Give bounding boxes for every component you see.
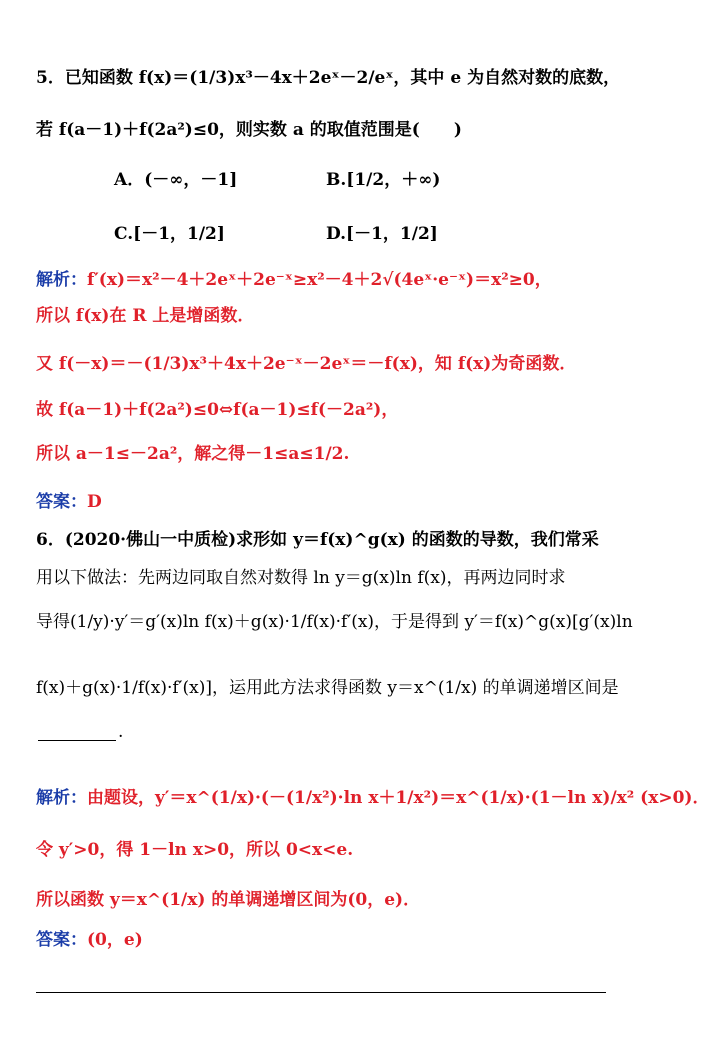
q6-answer-line [36,928,612,952]
q5-analysis-label: 解析： [36,270,87,290]
q5-analysis-line-5: 所以 a－1≤－2a²，解之得－1≤a≤1/2. [36,444,350,464]
q5-option-d: D.[－1，1/2] [326,224,438,244]
q6-stem-line-3: 导得(1/y)·y′＝g′(x)ln f(x)＋g(x)·1/f(x)·f′(x)，于是得到 y′＝f(x)^g(x)[g′(x)ln [36,612,633,632]
q5-analysis-text-1: f′(x)＝x²－4＋2eˣ＋2e⁻ˣ≥x²－4＋2√(4eˣ·e⁻ˣ)＝x²≥0， [87,270,552,290]
q5-stem-line-2: 若 f(a－1)＋f(2a²)≤0，则实数 a 的取值范围是( ) [36,120,462,140]
q5-analysis-line-2: 所以 f(x)在 R 上是增函数． [36,306,255,326]
q6-analysis-line-1 [36,786,709,810]
q6-blank-period: . [118,722,124,742]
q6-stem-line-1: 6．(2020·佛山一中质检)求形如 y＝f(x)^g(x) 的函数的导数，我们常采 [36,530,599,550]
footer-rule [36,992,606,993]
q5-analysis-line-1 [36,268,612,292]
q6-answer-label: 答案： [36,930,87,950]
q5-option-b: B.[1/2，＋∞) [326,170,441,190]
q5-analysis-line-4: 故 f(a－1)＋f(2a²)≤0⇔f(a－1)≤f(－2a²)， [36,400,399,420]
q5-analysis-line-3: 又 f(－x)＝－(1/3)x³＋4x＋2e⁻ˣ－2eˣ＝－f(x)，知 f(x)为奇函数． [36,354,577,374]
q6-analysis-label: 解析： [36,788,87,808]
q5-answer-label: 答案： [36,492,87,512]
q6-stem-line-4: f(x)＋g(x)·1/f(x)·f′(x)]，运用此方法求得函数 y＝x^(1/x) 的单调递增区间是 [36,678,619,698]
q6-analysis-line-2: 令 y′>0，得 1－ln x>0，所以 0<x<e. [36,840,354,860]
q5-stem-line-1: 5．已知函数 f(x)＝(1/3)x³－4x＋2eˣ－2/eˣ，其中 e 为自然对数的底数， [36,68,621,88]
q6-analysis-line-3: 所以函数 y＝x^(1/x) 的单调递增区间为(0，e)． [36,890,421,910]
q6-answer-blank [38,740,116,741]
q5-option-c: C.[－1，1/2] [114,224,225,244]
q6-analysis-text-1: 由题设，y′＝x^(1/x)·(－(1/x²)·ln x＋1/x²)＝x^(1/x)·(1－ln x)/x² (x>0)． [87,788,709,808]
q6-stem-line-2: 用以下做法：先两边同取自然对数得 ln y＝g(x)ln f(x)，再两边同时求 [36,568,566,588]
q6-answer-value: (0，e) [87,930,143,950]
q5-answer-value: D [87,492,102,512]
q5-answer-line [36,490,612,514]
q5-option-a: A．(－∞，－1] [114,170,238,190]
